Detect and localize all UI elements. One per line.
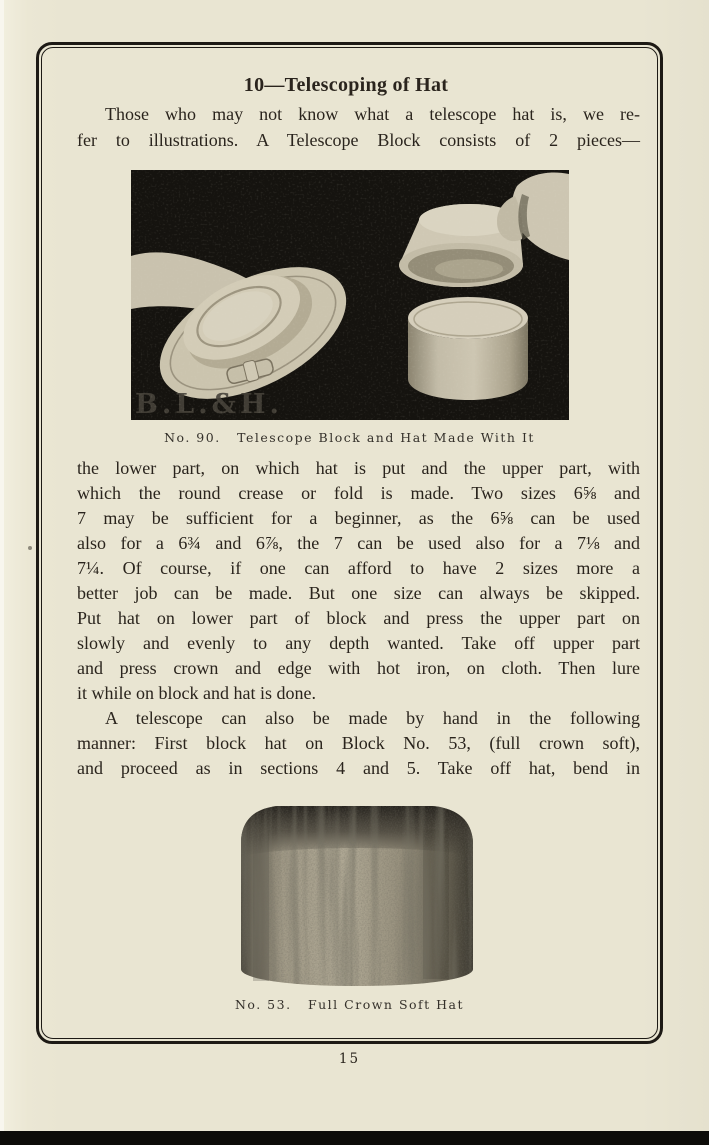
full-crown-hat-illustration [237, 799, 477, 989]
text-line: better job can be made. But one size can always be skipped. [77, 583, 640, 603]
text-line: manner: First block hat on Block No. 53, (full crown soft), [77, 733, 640, 753]
text-line: also for a 6¾ and 6⅞, the 7 can be used also for a 7⅛ and [77, 533, 640, 553]
figure2-caption: No. 53. Full Crown Soft Hat [234, 997, 465, 1012]
second-paragraph [77, 706, 640, 781]
text-line: and proceed as in sections 4 and 5. Take off hat, bend in [77, 758, 640, 778]
text-line: the lower part, on which hat is put and the upper part, with [77, 458, 640, 478]
page-number: 15 [338, 1051, 361, 1067]
paper-speck [28, 546, 32, 550]
text-line: which the round crease or fold is made. Two sizes 6⅝ and [77, 483, 640, 503]
text-line: Those who may not know what a telescope hat is, we re- [105, 104, 640, 124]
body-paragraph [77, 456, 640, 706]
text-line: slowly and evenly to any depth wanted. Take off upper part [77, 633, 640, 653]
text-line: 7¼. Of course, if one can afford to have 2 sizes more a [77, 558, 640, 578]
telescope-block-photo-illustration [131, 170, 569, 420]
section-title: 10—Telescoping of Hat [243, 74, 449, 96]
scan-bottom-black-strip [0, 1131, 709, 1145]
intro-paragraph [77, 101, 640, 153]
text-line: 7 may be sufficient for a beginner, as the 6⅝ can be used [77, 508, 640, 528]
soft-hat-cylinder-shape [241, 806, 473, 986]
photographer-watermark: B.L.&H. [135, 389, 283, 420]
text-line: A telescope can also be made by hand in the following [105, 708, 640, 728]
text-line: and press crown and edge with hot iron, on cloth. Then lure [77, 658, 640, 678]
text-line: Put hat on lower part of block and press the upper part on [77, 608, 640, 628]
figure1-caption: No. 90. Telescope Block and Hat Made With It [164, 430, 535, 445]
scan-edge-highlight [0, 0, 4, 1145]
text-line: fer to illustrations. A Telescope Block consists of 2 pieces— [77, 130, 640, 150]
figure-full-crown-hat-photo [237, 799, 477, 989]
figure-telescope-block-photo [131, 170, 569, 420]
text-line: it while on block and hat is done. [77, 683, 316, 703]
photo-grain-overlay [131, 170, 569, 420]
